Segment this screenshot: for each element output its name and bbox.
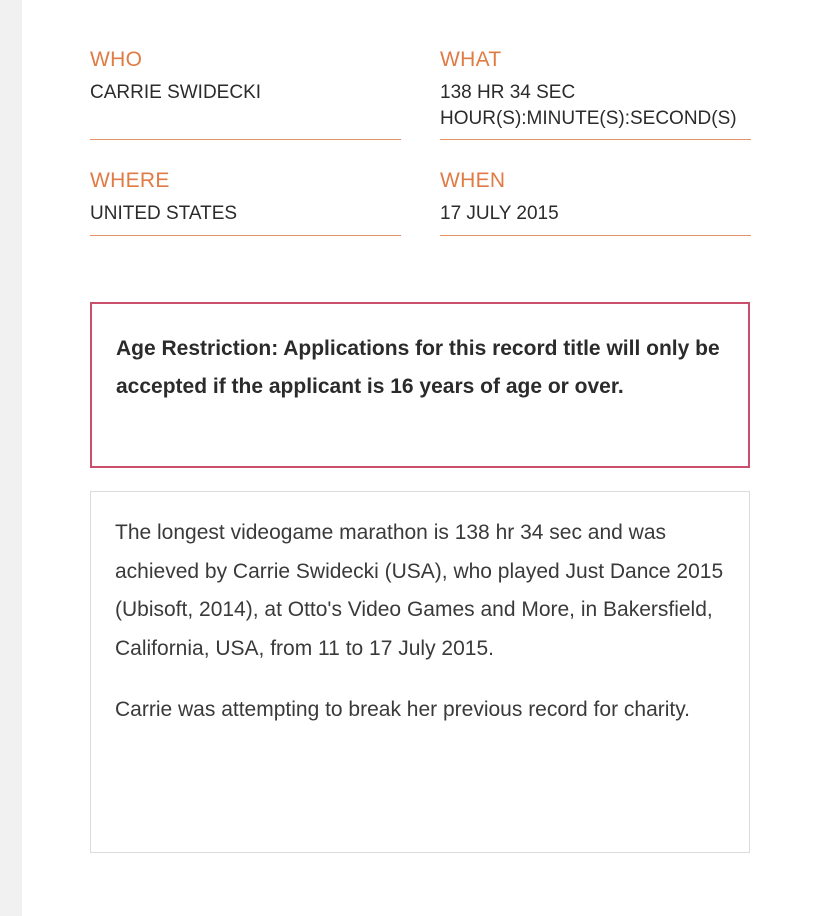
fact-where-label: WHERE	[90, 169, 170, 192]
fact-when	[440, 169, 751, 236]
fact-where-value: UNITED STATES	[90, 203, 238, 224]
record-facts	[90, 0, 750, 240]
fact-who	[90, 48, 401, 140]
fact-when-label: WHEN	[440, 169, 506, 192]
fact-who-label: WHO	[90, 48, 143, 71]
record-description	[90, 491, 750, 853]
description-paragraph: Carrie was attempting to break her previous record for charity.	[115, 698, 691, 721]
fact-what	[440, 48, 751, 140]
age-restriction-notice	[90, 302, 750, 468]
fact-what-label: WHAT	[440, 48, 502, 71]
fact-what-value	[440, 80, 751, 132]
fact-what-value-time: 138 HR 34 SEC	[440, 82, 576, 103]
fact-where	[90, 169, 401, 236]
fact-what-value-unit: HOUR(S):MINUTE(S):SECOND(S)	[440, 108, 737, 129]
record-content	[90, 0, 750, 721]
fact-when-value: 17 JULY 2015	[440, 203, 559, 224]
left-gutter	[0, 0, 22, 916]
age-restriction-text: Age Restriction: Applications for this record title will only be accepted if the applicant is 16 years of age or over.	[116, 337, 720, 398]
description-paragraph: The longest videogame marathon is 138 hr 34 sec and was achieved by Carrie Swidecki (USA), who played Just Dance 2015 (Ubisoft, 2014), at Otto's Video Games and More, in Bakersfield, California, USA, from 11 to 17 July 2015.	[115, 521, 724, 660]
fact-who-value: CARRIE SWIDECKI	[90, 82, 262, 103]
